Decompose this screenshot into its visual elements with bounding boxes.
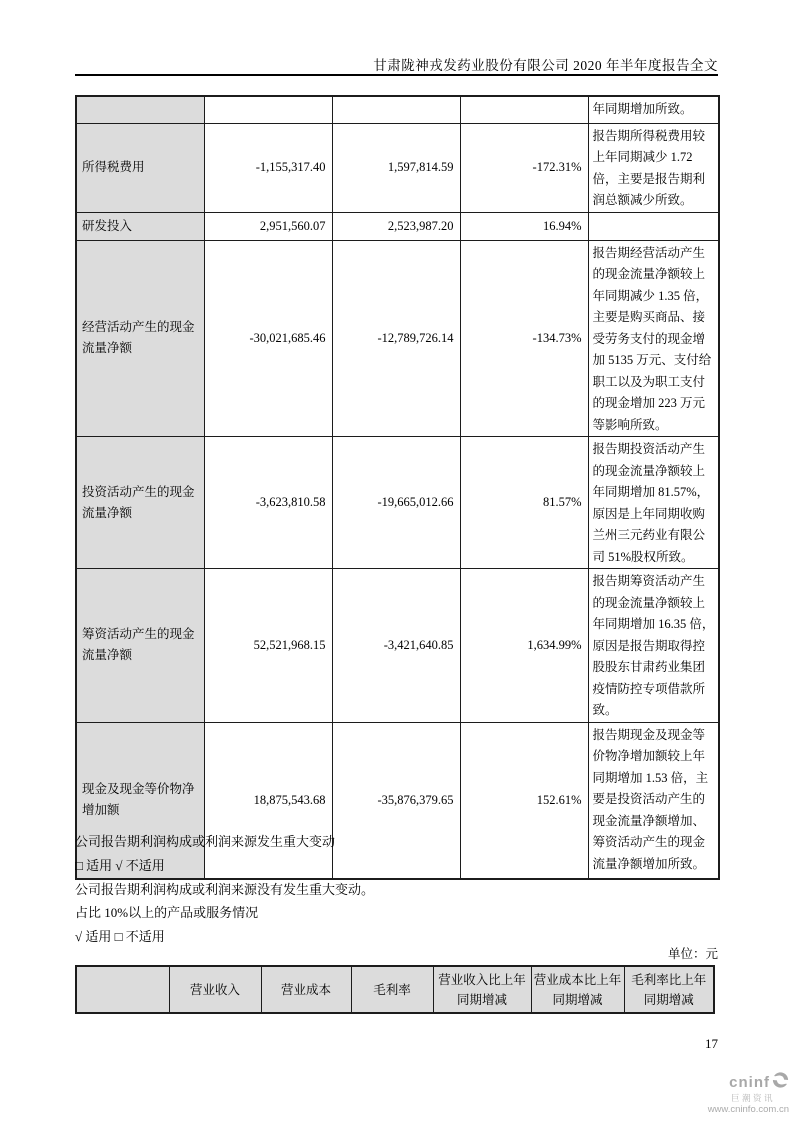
products-table-header-row: [76, 966, 714, 1013]
remark-cell: [588, 212, 719, 240]
cninfo-url: www.cninfo.com.cn: [707, 1103, 789, 1115]
change-percent-cell: -172.31%: [460, 123, 588, 212]
row-label-cell: 现金及现金等价物净增加额: [76, 722, 204, 879]
paragraph-products-over-10pct-heading: 占比 10%以上的产品或服务情况: [75, 905, 259, 921]
paragraph-profit-change-heading: 公司报告期利润构成或利润来源发生重大变动: [75, 834, 336, 849]
products-table: [75, 965, 715, 1014]
table-row: [76, 240, 719, 437]
prior-period-cell: 1,597,814.59: [332, 123, 460, 212]
change-percent-cell: -134.73%: [460, 240, 588, 437]
prior-period-cell: -3,421,640.85: [332, 569, 460, 723]
row-label-cell: [76, 96, 204, 123]
header-cell-revenue-yoy: 营业收入比上年同期增减: [433, 966, 531, 1013]
remark-cell: 年同期增加所致。: [588, 96, 719, 123]
prior-period-cell: -12,789,726.14: [332, 240, 460, 437]
header-rule: [75, 74, 718, 76]
current-period-cell: 18,875,543.68: [204, 722, 332, 879]
cninfo-watermark: [669, 1072, 789, 1114]
header-cell-cost-yoy: 营业成本比上年同期增减: [531, 966, 624, 1013]
header-cell-blank: [76, 966, 169, 1013]
change-percent-cell: 81.57%: [460, 437, 588, 569]
current-period-cell: 2,951,560.07: [204, 212, 332, 240]
row-label-cell: 筹资活动产生的现金流量净额: [76, 569, 204, 723]
header-cell-gross-margin: 毛利率: [351, 966, 433, 1013]
unit-label: 单位：元: [667, 947, 718, 961]
remark-cell: 报告期经营活动产生的现金流量净额较上年同期减少 1.35 倍，主要是购买商品、接受劳务支付的现金增加 5135 万元、支付给职工以及为职工支付的现金增加 223 万元等影响所致。: [588, 240, 719, 437]
header-cell-cost: 营业成本: [261, 966, 351, 1013]
prior-period-cell: -35,876,379.65: [332, 722, 460, 879]
page-header-title: 甘肃陇神戎发药业股份有限公司 2020 年半年度报告全文: [373, 58, 718, 73]
table-row: [76, 212, 719, 240]
row-label-cell: 研发投入: [76, 212, 204, 240]
remark-cell: 报告期现金及现金等价物净增加额较上年同期增加 1.53 倍，主要是投资活动产生的现金流量净额增加、筹资活动产生的现金流量净额增加所致。: [588, 722, 719, 879]
prior-period-cell: 2,523,987.20: [332, 212, 460, 240]
remark-cell: 报告期筹资活动产生的现金流量净额较上年同期增加 16.35 倍，原因是报告期取得控股股东甘肃药业集团疫情防控专项借款所致。: [588, 569, 719, 723]
remark-cell: 报告期投资活动产生的现金流量净额较上年同期增加 81.57%，原因是上年同期收购兰州三元药业有限公司 51%股权所致。: [588, 437, 719, 569]
change-percent-cell: [460, 96, 588, 123]
row-label-cell: 所得税费用: [76, 123, 204, 212]
remark-cell: 报告期所得税费用较上年同期减少 1.72 倍，主要是报告期利润总额减少所致。: [588, 123, 719, 212]
current-period-cell: -30,021,685.46: [204, 240, 332, 437]
current-period-cell: -1,155,317.40: [204, 123, 332, 212]
change-percent-cell: 152.61%: [460, 722, 588, 879]
page-number: 17: [705, 1036, 718, 1051]
cninfo-brand-text: cninf: [729, 1073, 770, 1091]
row-label-cell: 投资活动产生的现金流量净额: [76, 437, 204, 569]
financial-table: [75, 95, 720, 880]
table-row: [76, 96, 719, 123]
paragraph-no-major-change: 公司报告期利润构成或利润来源没有发生重大变动。: [75, 881, 375, 897]
current-period-cell: 52,521,968.15: [204, 569, 332, 723]
header-cell-margin-yoy: 毛利率比上年同期增减: [624, 966, 714, 1013]
body-paragraphs: [75, 830, 718, 949]
cninfo-swirl-icon: [772, 1072, 789, 1092]
cninfo-chinese-name: 巨潮资讯: [730, 1093, 775, 1103]
checkbox-line-applicable: √ 适用 □ 不适用: [75, 929, 165, 945]
prior-period-cell: -19,665,012.66: [332, 437, 460, 569]
prior-period-cell: [332, 96, 460, 123]
table-row: [76, 569, 719, 723]
table-row: [76, 437, 719, 569]
header-cell-revenue: 营业收入: [169, 966, 261, 1013]
current-period-cell: [204, 96, 332, 123]
current-period-cell: -3,623,810.58: [204, 437, 332, 569]
table-row: [76, 123, 719, 212]
row-label-cell: 经营活动产生的现金流量净额: [76, 240, 204, 437]
change-percent-cell: 16.94%: [460, 212, 588, 240]
checkbox-line-not-applicable: □ 适用 √ 不适用: [75, 857, 165, 873]
change-percent-cell: 1,634.99%: [460, 569, 588, 723]
